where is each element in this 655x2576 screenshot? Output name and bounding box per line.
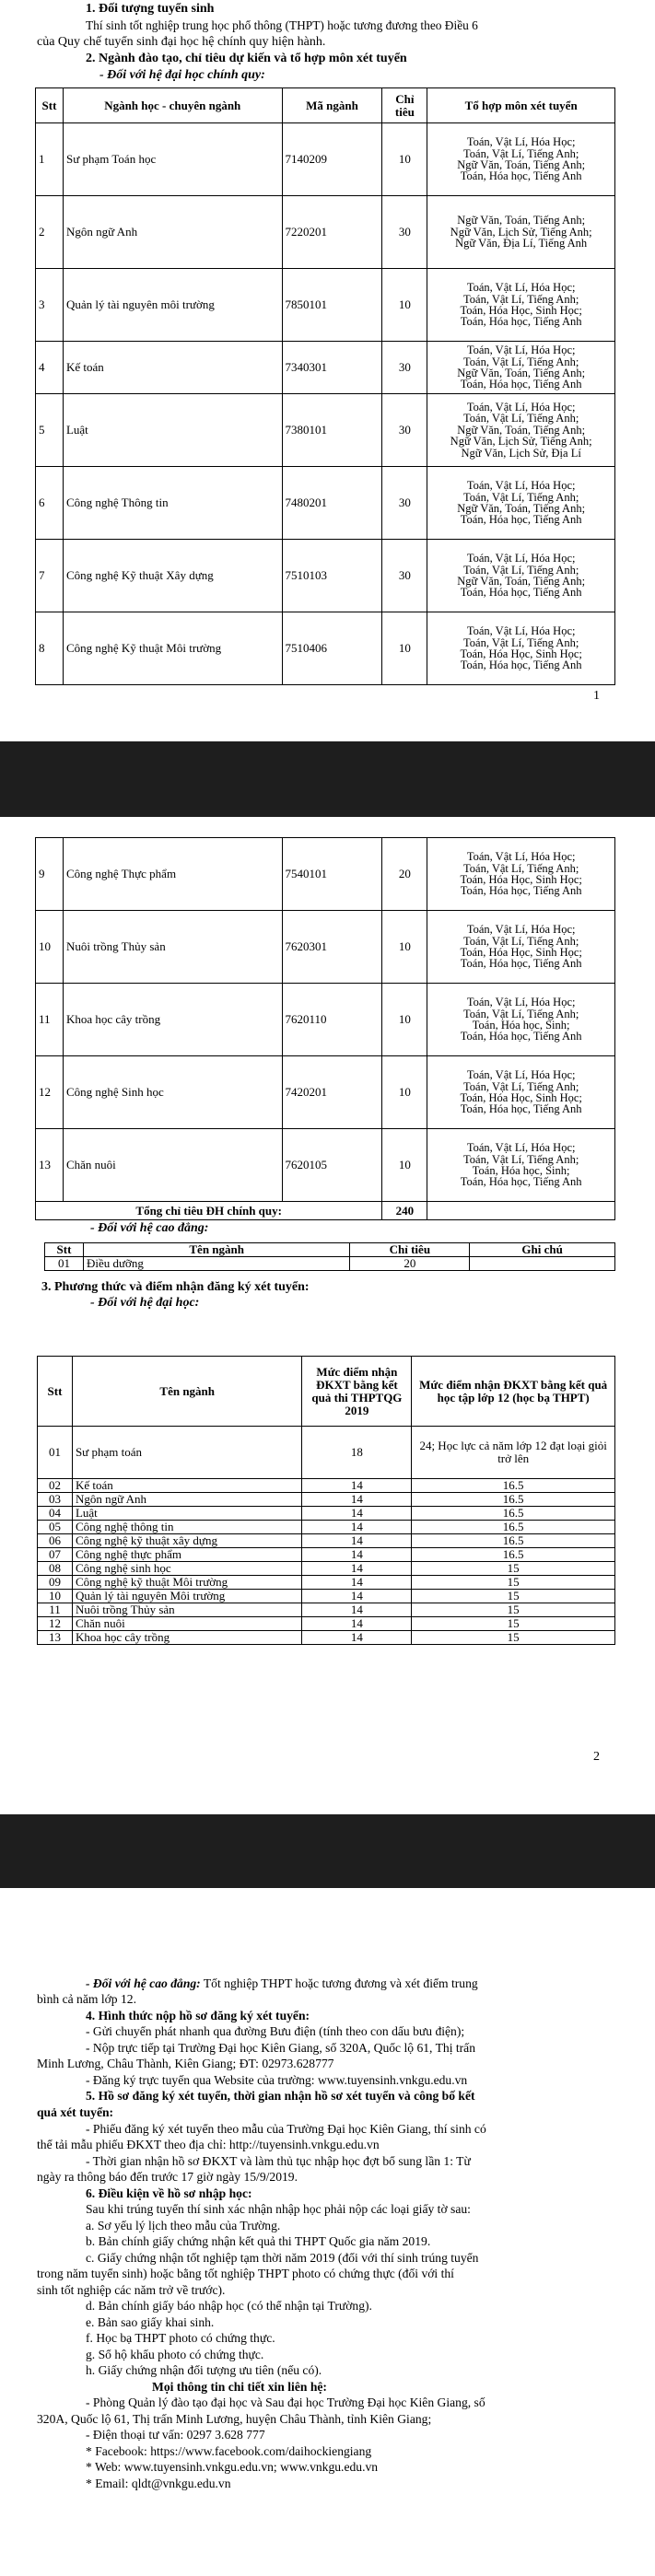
row-program-name: Chăn nuôi: [63, 1129, 282, 1202]
paragraph-line: e. Bản sao giấy khai sinh.: [86, 2315, 215, 2329]
row-program-name: Ngôn ngữ Anh: [72, 1493, 302, 1507]
subject-combo: Toán, Vật Lí, Tiếng Anh;: [463, 146, 579, 160]
row-subject-combos: [427, 467, 615, 540]
row-hocba-score: 16.5: [412, 1493, 615, 1507]
subject-combo: Ngữ Văn, Toán, Tiếng Anh;: [457, 423, 586, 437]
table-row: [36, 540, 615, 612]
row-quota: 10: [382, 123, 427, 196]
subheading: - Đối với hệ đại học chính quy:: [99, 68, 265, 82]
row-quota: 10: [382, 1129, 427, 1202]
row-program-name: Công nghệ Kỹ thuật Xây dựng: [63, 540, 282, 612]
table-row: [38, 1603, 615, 1617]
subject-combo: Ngữ Văn, Toán, Tiếng Anh;: [457, 158, 586, 171]
paragraph-line: c. Giấy chứng nhận tốt nghiệp tạm thời năm 2019 (đối với thí sinh trúng tuyển: [86, 2251, 479, 2265]
row-program-name: Chăn nuôi: [72, 1617, 302, 1631]
row-quota: 30: [382, 342, 427, 394]
row-thpt-score: 14: [302, 1548, 412, 1562]
row-stt: 08: [38, 1562, 73, 1576]
page-number: 2: [593, 1750, 600, 1764]
table-row: [38, 1427, 615, 1479]
col-header: Tên ngành: [83, 1243, 350, 1257]
col-header: Chỉ tiêu: [382, 88, 427, 123]
row-quota: 10: [382, 612, 427, 685]
subject-combo: Toán, Hóa học, Tiếng Anh: [460, 378, 582, 391]
row-stt: 8: [36, 612, 64, 685]
subject-combo: Ngữ Văn, Lịch Sử, Tiếng Anh;: [450, 225, 592, 239]
subject-combo: Toán, Hóa học, Tiếng Anh: [460, 586, 582, 600]
row-quota: 20: [382, 838, 427, 911]
subject-combo: Toán, Hóa Học, Sinh Học;: [460, 946, 582, 959]
program-table-continued: [35, 837, 615, 1220]
col-header: Ngành học - chuyên ngành: [63, 88, 282, 123]
row-program-name: Luật: [72, 1507, 302, 1521]
page-separator: [0, 1814, 655, 1888]
row-quota: 30: [382, 394, 427, 467]
row-program-name: Công nghệ sinh học: [72, 1562, 302, 1576]
document-page-2: [0, 817, 655, 1814]
row-thpt-score: 14: [302, 1590, 412, 1603]
row-program-code: 7510406: [282, 612, 382, 685]
subject-combo: Toán, Vật Lí, Hóa Học;: [466, 281, 576, 295]
section-1-heading: 1. Đối tượng tuyển sinh: [86, 2, 215, 16]
row-hocba-score: 15: [412, 1617, 615, 1631]
cd-table: [44, 1242, 615, 1271]
row-hocba-score: 16.5: [412, 1521, 615, 1534]
paragraph-line: f. Học bạ THPT photo có chứng thực.: [86, 2331, 275, 2345]
row-program-code: 7540101: [282, 838, 382, 911]
row-program-name: Khoa học cây trồng: [63, 984, 282, 1056]
table-row: [36, 984, 615, 1056]
row-stt: 2: [36, 196, 64, 269]
row-stt: 05: [38, 1521, 73, 1534]
table-row: [38, 1617, 615, 1631]
table-row: [38, 1590, 615, 1603]
table-row: [36, 838, 615, 911]
subject-combo: Toán, Hóa học, Tiếng Anh: [460, 884, 582, 898]
subject-combo: Toán, Hóa học, Sinh;: [472, 1019, 570, 1032]
row-thpt-score: 14: [302, 1521, 412, 1534]
row-program-name: Kế toán: [72, 1479, 302, 1493]
subject-combo: Toán, Hóa Học, Sinh Học;: [460, 873, 582, 886]
subject-combo: Toán, Vật Lí, Tiếng Anh;: [463, 355, 579, 368]
table-row: [38, 1479, 615, 1493]
cd-stt: 01: [45, 1257, 84, 1271]
row-stt: 10: [36, 911, 64, 984]
row-stt: 12: [36, 1056, 64, 1129]
row-stt: 9: [36, 838, 64, 911]
row-hocba-score: 16.5: [412, 1534, 615, 1548]
table-row: [38, 1493, 615, 1507]
row-stt: 11: [38, 1603, 73, 1617]
row-program-code: 7850101: [282, 269, 382, 342]
row-program-code: 7220201: [282, 196, 382, 269]
subject-combo: Toán, Hóa học, Tiếng Anh: [460, 1175, 582, 1189]
paragraph-line: - Đối với hệ cao đẳng: Tốt nghiệp THPT hoặc tương đương và xét điểm trung: [86, 1976, 478, 1990]
row-quota: 10: [382, 1056, 427, 1129]
col-header: Tổ hợp môn xét tuyển: [427, 88, 615, 123]
row-subject-combos: [427, 1056, 615, 1129]
paragraph-line: 5. Hồ sơ đăng ký xét tuyển, thời gian nhận hồ sơ xét tuyển và công bố kết: [86, 2089, 475, 2103]
paragraph-line: a. Sơ yếu lý lịch theo mẫu của Trường.: [86, 2219, 281, 2232]
table-row: [38, 1548, 615, 1562]
subject-combo: Toán, Vật Lí, Tiếng Anh;: [463, 1152, 579, 1166]
row-stt: 6: [36, 467, 64, 540]
row-subject-combos: [427, 838, 615, 911]
subject-combo: Toán, Vật Lí, Tiếng Anh;: [463, 412, 579, 425]
subject-combo: Toán, Hóa học, Tiếng Anh: [460, 169, 582, 183]
row-hocba-score: 15: [412, 1590, 615, 1603]
row-stt: 09: [38, 1576, 73, 1590]
table-row: [36, 123, 615, 196]
row-quota: 30: [382, 467, 427, 540]
col-header: Stt: [38, 1357, 73, 1427]
table-row: [38, 1631, 615, 1645]
table-row: [38, 1576, 615, 1590]
row-program-name: Nuôi trồng Thủy sản: [72, 1603, 302, 1617]
row-quota: 10: [382, 269, 427, 342]
row-stt: 12: [38, 1617, 73, 1631]
subject-combo: Toán, Hóa Học, Sinh Học;: [460, 1091, 582, 1104]
subject-combo: Toán, Vật Lí, Tiếng Anh;: [463, 1079, 579, 1093]
subject-combo: Toán, Vật Lí, Tiếng Anh;: [463, 563, 579, 577]
subject-combo: Toán, Hóa học, Tiếng Anh: [460, 513, 582, 527]
row-subject-combos: [427, 196, 615, 269]
paragraph-line: * Email: qldt@vnkgu.edu.vn: [86, 2477, 231, 2490]
subject-combo: Toán, Hóa học, Tiếng Anh: [460, 659, 582, 672]
row-stt: 01: [38, 1427, 73, 1479]
row-program-name: Công nghệ Sinh học: [63, 1056, 282, 1129]
col-header: Mức điểm nhận ĐKXT bằng kết quả học tập lớp 12 (học bạ THPT): [412, 1357, 615, 1427]
row-hocba-score: 24; Học lực cả năm lớp 12 đạt loại giỏi trở lên: [412, 1427, 615, 1479]
paragraph-line: - Gửi chuyển phát nhanh qua đường Bưu điện (tính theo con dấu bưu điện);: [86, 2024, 465, 2038]
paragraph-line: - Phòng Quản lý đào tạo đại học và Sau đại học Trường Đại học Kiên Giang, số: [86, 2395, 485, 2409]
row-thpt-score: 14: [302, 1576, 412, 1590]
row-stt: 4: [36, 342, 64, 394]
col-header: Mã ngành: [282, 88, 382, 123]
paragraph-line: Thí sinh tốt nghiệp trung học phổ thông (THPT) hoặc tương đương theo Điều 6: [86, 18, 478, 32]
subject-combo: Toán, Hóa Học, Sinh Học;: [460, 647, 582, 660]
subject-combo: Toán, Vật Lí, Hóa Học;: [466, 552, 576, 565]
cd-name: Điều dưỡng: [83, 1257, 350, 1271]
page-separator: [0, 741, 655, 817]
cd-quota: 20: [350, 1257, 470, 1271]
subject-combo: Toán, Vật Lí, Hóa Học;: [466, 996, 576, 1009]
row-stt: 07: [38, 1548, 73, 1562]
paragraph-line: 4. Hình thức nộp hồ sơ đăng ký xét tuyển:: [86, 2009, 310, 2022]
row-thpt-score: 14: [302, 1631, 412, 1645]
row-program-name: Nuôi trồng Thủy sản: [63, 911, 282, 984]
row-subject-combos: [427, 123, 615, 196]
row-stt: 13: [38, 1631, 73, 1645]
row-stt: 7: [36, 540, 64, 612]
paragraph-line: Mọi thông tin chi tiết xin liên hệ:: [152, 2380, 327, 2394]
row-program-name: Sư phạm Toán học: [63, 123, 282, 196]
row-program-name: Công nghệ Thông tin: [63, 467, 282, 540]
cd-heading: - Đối với hệ cao đẳng:: [90, 1221, 209, 1235]
page-number: 1: [593, 689, 600, 703]
row-program-name: Công nghệ Kỹ thuật Môi trường: [63, 612, 282, 685]
row-program-name: Công nghệ Thực phẩm: [63, 838, 282, 911]
table-row: [38, 1521, 615, 1534]
row-program-code: 7480201: [282, 467, 382, 540]
row-thpt-score: 14: [302, 1534, 412, 1548]
row-stt: 06: [38, 1534, 73, 1548]
table-row: [36, 269, 615, 342]
subject-combo: Toán, Hóa học, Tiếng Anh: [460, 957, 582, 971]
subject-combo: Ngữ Văn, Toán, Tiếng Anh;: [457, 214, 586, 227]
row-program-name: Công nghệ kỹ thuật Môi trường: [72, 1576, 302, 1590]
row-subject-combos: [427, 394, 615, 467]
row-program-name: Ngôn ngữ Anh: [63, 196, 282, 269]
table-row: [36, 1129, 615, 1202]
col-header: Stt: [45, 1243, 84, 1257]
section-2-heading: 2. Ngành đào tạo, chỉ tiêu dự kiến và tổ hợp môn xét tuyển: [86, 52, 407, 65]
row-program-name: Quản lý tài nguyên môi trường: [63, 269, 282, 342]
row-quota: 30: [382, 540, 427, 612]
subject-combo: Toán, Vật Lí, Tiếng Anh;: [463, 861, 579, 875]
paragraph-line: g. Sổ hộ khẩu photo có chứng thực.: [86, 2348, 264, 2361]
subheading: - Đối với hệ đại học:: [90, 1296, 200, 1310]
subject-combo: Toán, Hóa học, Tiếng Anh: [460, 315, 582, 329]
paragraph-line: h. Giấy chứng nhận đối tượng ưu tiên (nếu có).: [86, 2363, 322, 2377]
total-label: Tổng chỉ tiêu ĐH chính quy:: [36, 1202, 382, 1220]
subject-combo: Toán, Vật Lí, Hóa Học;: [466, 923, 576, 937]
table-row: [36, 911, 615, 984]
document-page-3: [0, 1888, 655, 2576]
paragraph-line: * Facebook: https://www.facebook.com/daihockiengiang: [86, 2444, 372, 2458]
row-program-code: 7340301: [282, 342, 382, 394]
cd-note: [470, 1257, 615, 1271]
subject-combo: Toán, Hóa Học, Sinh Học;: [460, 304, 582, 317]
row-hocba-score: 16.5: [412, 1479, 615, 1493]
table-row: [38, 1534, 615, 1548]
row-program-code: 7510103: [282, 540, 382, 612]
col-header: Mức điểm nhận ĐKXT bằng kết quả thi THPTQG 2019: [302, 1357, 412, 1427]
row-stt: 5: [36, 394, 64, 467]
table-row: [36, 467, 615, 540]
row-hocba-score: 15: [412, 1562, 615, 1576]
subject-combo: Toán, Hóa học, Tiếng Anh: [460, 1030, 582, 1043]
row-program-code: 7420201: [282, 1056, 382, 1129]
row-hocba-score: 16.5: [412, 1548, 615, 1562]
paragraph-line: thể tải mẫu phiếu ĐKXT theo địa chỉ: http://tuyensinh.vnkgu.edu.vn: [37, 2138, 380, 2151]
table-row: [36, 612, 615, 685]
row-stt: 10: [38, 1590, 73, 1603]
row-program-name: Luật: [63, 394, 282, 467]
table-row: [36, 394, 615, 467]
row-program-name: Sư phạm toán: [72, 1427, 302, 1479]
paragraph-line: trong năm tuyển sinh) hoặc bằng tốt nghiệp THPT photo có chứng thực (đối với thí: [37, 2267, 454, 2280]
subject-combo: Toán, Vật Lí, Hóa Học;: [466, 1068, 576, 1082]
row-thpt-score: 14: [302, 1562, 412, 1576]
row-program-name: Quản lý tài nguyên Môi trường: [72, 1590, 302, 1603]
row-subject-combos: [427, 269, 615, 342]
subject-combo: Ngữ Văn, Toán, Tiếng Anh;: [457, 367, 586, 379]
subject-combo: Toán, Vật Lí, Tiếng Anh;: [463, 292, 579, 306]
row-program-name: Công nghệ thực phẩm: [72, 1548, 302, 1562]
row-subject-combos: [427, 911, 615, 984]
paragraph-line: - Thời gian nhận hồ sơ ĐKXT và làm thủ tục nhập học đợt bổ sung lần 1: Từ: [86, 2154, 471, 2168]
row-stt: 03: [38, 1493, 73, 1507]
row-stt: 1: [36, 123, 64, 196]
row-thpt-score: 14: [302, 1617, 412, 1631]
subject-combo: Toán, Vật Lí, Hóa Học;: [466, 624, 576, 638]
row-hocba-score: 15: [412, 1631, 615, 1645]
subject-combo: Ngữ Văn, Toán, Tiếng Anh;: [457, 575, 586, 588]
paragraph-line: của Quy chế tuyển sinh đại học hệ chính quy hiện hành.: [37, 35, 326, 49]
paragraph-line: sinh tốt nghiệp các năm trở về trước).: [37, 2283, 226, 2297]
row-thpt-score: 18: [302, 1427, 412, 1479]
row-program-name: Công nghệ kỹ thuật xây dựng: [72, 1534, 302, 1548]
paragraph-line: bình cả năm lớp 12.: [37, 1992, 136, 2006]
row-stt: 02: [38, 1479, 73, 1493]
subject-combo: Toán, Vật Lí, Tiếng Anh;: [463, 1007, 579, 1020]
table-row: [36, 342, 615, 394]
subject-combo: Toán, Vật Lí, Hóa Học;: [466, 400, 576, 414]
row-thpt-score: 14: [302, 1603, 412, 1617]
row-program-name: Khoa học cây trồng: [72, 1631, 302, 1645]
row-subject-combos: [427, 342, 615, 394]
subject-combo: Ngữ Văn, Toán, Tiếng Anh;: [457, 502, 586, 515]
row-program-code: 7620110: [282, 984, 382, 1056]
row-quota: 10: [382, 911, 427, 984]
paragraph-line: * Web: www.tuyensinh.vnkgu.edu.vn; www.vnkgu.edu.vn: [86, 2460, 379, 2474]
row-program-name: Công nghệ thông tin: [72, 1521, 302, 1534]
row-hocba-score: 15: [412, 1603, 615, 1617]
program-table: [35, 87, 615, 685]
subject-combo: Toán, Hóa học, Sinh;: [472, 1164, 570, 1177]
subject-combo: Toán, Vật Lí, Hóa Học;: [466, 850, 576, 864]
table-row: [38, 1507, 615, 1521]
table-row: [36, 1056, 615, 1129]
row-stt: 3: [36, 269, 64, 342]
col-header: Ghi chú: [470, 1243, 615, 1257]
score-table: [37, 1356, 615, 1645]
col-header: Stt: [36, 88, 64, 123]
row-quota: 10: [382, 984, 427, 1056]
paragraph-line: - Nộp trực tiếp tại Trường Đại học Kiên Giang, số 320A, Quốc lộ 61, Thị trấn: [86, 2041, 476, 2055]
paragraph-line: Sau khi trúng tuyển thí sinh xác nhận nhập học phải nộp các loại giấy tờ sau:: [86, 2202, 471, 2216]
paragraph-line: 320A, Quốc lộ 61, Thị trấn Minh Lương, huyện Châu Thành, tỉnh Kiên Giang;: [37, 2412, 432, 2426]
row-hocba-score: 15: [412, 1576, 615, 1590]
paragraph-line: 6. Điều kiện về hồ sơ nhập học:: [86, 2186, 252, 2200]
row-quota: 30: [382, 196, 427, 269]
subject-combo: Toán, Vật Lí, Tiếng Anh;: [463, 635, 579, 649]
paragraph-line: d. Bản chính giấy báo nhập học (có thể nhận tại Trường).: [86, 2299, 372, 2313]
subject-combo: Toán, Hóa học, Tiếng Anh: [460, 1102, 582, 1116]
row-hocba-score: 16.5: [412, 1507, 615, 1521]
subject-combo: Toán, Vật Lí, Tiếng Anh;: [463, 934, 579, 948]
subject-combo: Toán, Vật Lí, Hóa Học;: [466, 1141, 576, 1155]
row-stt: 13: [36, 1129, 64, 1202]
row-thpt-score: 14: [302, 1493, 412, 1507]
subject-combo: Toán, Vật Lí, Hóa Học;: [466, 344, 576, 357]
subject-combo: Toán, Vật Lí, Tiếng Anh;: [463, 490, 579, 504]
table-row: [38, 1562, 615, 1576]
paragraph-line: ngày ra thông báo đến trước 17 giờ ngày 15/9/2019.: [37, 2170, 298, 2184]
row-subject-combos: [427, 984, 615, 1056]
row-program-code: 7620105: [282, 1129, 382, 1202]
paragraph-line: - Phiếu đăng ký xét tuyển theo mẫu của Trường Đại học Kiên Giang, thí sinh có: [86, 2122, 486, 2136]
subject-combo: Toán, Vật Lí, Hóa Học;: [466, 135, 576, 149]
row-program-code: 7140209: [282, 123, 382, 196]
row-thpt-score: 14: [302, 1479, 412, 1493]
row-subject-combos: [427, 612, 615, 685]
table-row: [36, 196, 615, 269]
col-header: Chỉ tiêu: [350, 1243, 470, 1257]
paragraph-line: b. Bản chính giấy chứng nhận kết quả thi THPT Quốc gia năm 2019.: [86, 2234, 431, 2248]
subject-combo: Ngữ Văn, Lịch Sử, Tiếng Anh;: [450, 435, 592, 449]
paragraph-line: - Điện thoại tư vấn: 0297 3.628 777: [86, 2428, 265, 2442]
document-page-1: [0, 0, 655, 741]
paragraph-line: - Đăng ký trực tuyến qua Website của trường: www.tuyensinh.vnkgu.edu.vn: [86, 2073, 468, 2087]
total-value: 240: [382, 1202, 427, 1220]
row-stt: 04: [38, 1507, 73, 1521]
row-program-name: Kế toán: [63, 342, 282, 394]
inline-label: - Đối với hệ cao đẳng:: [86, 1976, 201, 1990]
section-3-heading: 3. Phương thức và điểm nhận đăng ký xét tuyển:: [41, 1280, 310, 1294]
paragraph-line: quả xét tuyển:: [37, 2105, 114, 2119]
subject-combo: Ngữ Văn, Lịch Sử, Địa Lí: [461, 446, 581, 460]
paragraph-line: Minh Lương, Châu Thành, Kiên Giang; ĐT: 02973.628777: [37, 2057, 334, 2070]
row-program-code: 7620301: [282, 911, 382, 984]
row-subject-combos: [427, 540, 615, 612]
row-stt: 11: [36, 984, 64, 1056]
row-program-code: 7380101: [282, 394, 382, 467]
row-subject-combos: [427, 1129, 615, 1202]
col-header: Tên ngành: [72, 1357, 302, 1427]
subject-combo: Toán, Vật Lí, Hóa Học;: [466, 479, 576, 493]
subject-combo: Ngữ Văn, Địa Lí, Tiếng Anh: [455, 237, 588, 251]
row-thpt-score: 14: [302, 1507, 412, 1521]
